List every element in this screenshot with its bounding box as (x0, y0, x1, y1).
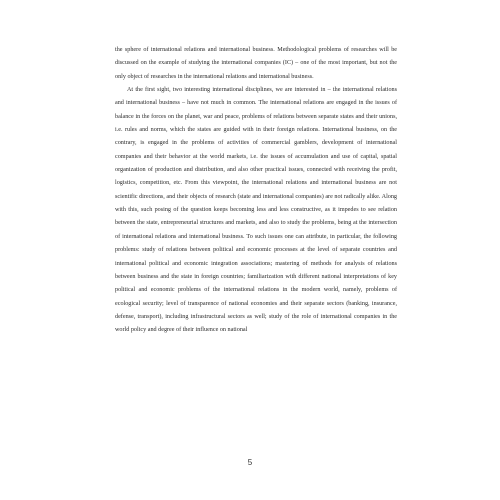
body-text (115, 44, 397, 338)
paragraph-main: At the first sight, two interesting international disciplines, we are interested in – the international relations and international business – have not much in common. The international relations are engaged in the issues of balance in the forces on the planet, war and peace, problems of relations between separate states and their unions, i.e. rules and norms, which the states are guided with in their foreign relations. International business, on the contrary, is engaged in the problems of activities of commercial gamblers, development of international companies and their behavior at the world markets, i.e. the issues of accumulation and use of capital, spatial organization of production and distribution, and also other practical issues, connected with receiving the profit, logistics, competition, etc. From this viewpoint, the international relations and international business are not scientific directions, and their objects of research (state and international companies) are not radically alike. Along with this, such posing of the question keeps becoming less and less constructive, as it impedes to see relation between the state, entrepreneurial structures and markets, and also to study the problems, being at the intersection of international relations and international business. To such issues one can attribute, in particular, the following problems: study of relations between political and economic processes at the level of separate countries and international political and economic integration associations; mastering of methods for analysis of relations between business and the state in foreign countries; familiarization with different national interpretations of key political and economic problems of the international relations in the modern world, namely, problems of ecological security; level of transparence of national economies and their separate sectors (banking, insurance, defense, transport), including infrastructural sectors as well; study of the role of international companies in the world policy and degree of their influence on national (115, 87, 397, 334)
paragraph-continuation: the sphere of international relations and international business. Methodological problems of researches will be discussed on the example of studying the international companies (IC) – one of the most important, but not the only object of researches in the international relations and international business. (115, 47, 397, 80)
page-number: 5 (247, 458, 253, 467)
